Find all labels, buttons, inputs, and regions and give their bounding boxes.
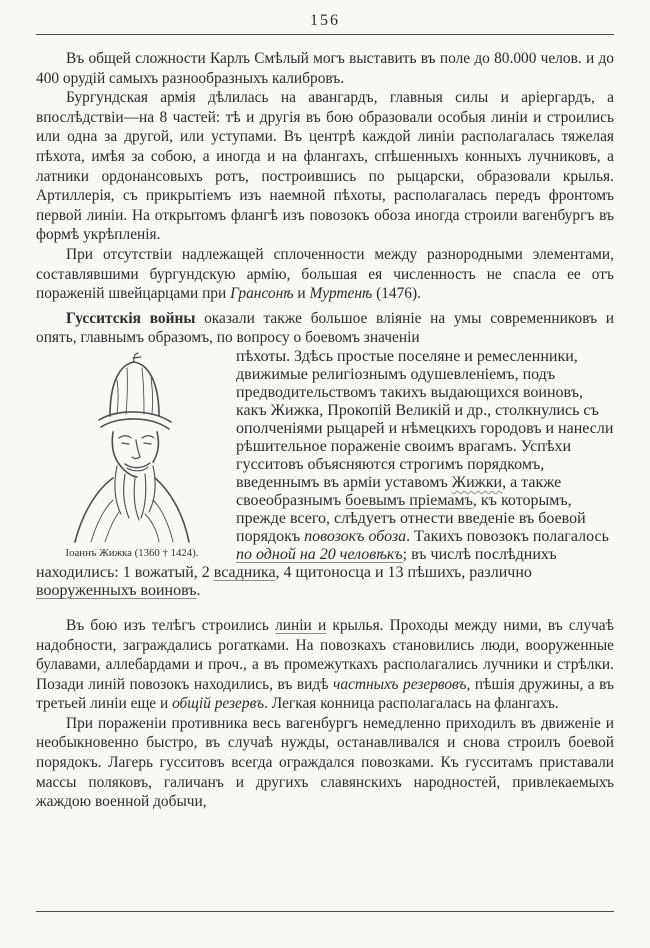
horizontal-rule-bottom	[36, 911, 614, 912]
text-segment: Бургундская армія дѣлилась на авангардъ, главныя силы и аріергардъ, а впослѣдствіи—на 8 частей: тѣ и другія въ бою образовали особыя линіи и строились или одна за другой, или уступами. Въ центрѣ каждой линіи располагалась тяжелая пѣхота, имѣя за собою, а иногда и на флангахъ, спѣшенныхъ конныхъ лучниковъ, а латники ордонансовыхъ ротъ, построившись по рыцарски, образовали крылья. Артиллерія, съ прикрытіемъ изъ наемной пѣхоты, располагалась передъ фронтомъ первой линіи. На открытомъ флангѣ изъ повозокъ обоза иногда строили вагенбургъ въ формѣ укрѣпленія.	[36, 89, 614, 244]
text-segment: повозокъ обоза	[304, 527, 407, 545]
text-segment: Жижки	[451, 473, 503, 491]
paragraph-karl-total	[36, 49, 614, 88]
paragraph-wagenburg-movement	[36, 714, 614, 812]
text-segment: Въ общей сложности Карлъ Смѣлый могъ выставить въ поле до 80.000 челов. и до 400 орудій самыхъ разнообразныхъ калибровъ.	[36, 50, 614, 87]
text-segment: и	[293, 285, 310, 303]
paragraph-defeats	[36, 245, 614, 304]
figure-zizka	[42, 350, 222, 560]
zizka-portrait-illustration	[47, 350, 217, 545]
text-segment: , 4 щитоносца и 13 пѣшихъ, различно	[275, 563, 532, 581]
horizontal-rule-top	[36, 34, 614, 35]
text-segment: (1476).	[372, 285, 421, 303]
text-segment: оказали также большое вліяніе на умы современниковъ и опять, главнымъ образомъ, по вопросу о боевомъ значеніи	[36, 309, 614, 347]
text-segment: Грансонѣ	[230, 285, 294, 303]
page-content	[36, 12, 614, 812]
text-segment: общій резервъ	[172, 695, 265, 713]
text-segment: линіи и	[275, 616, 327, 634]
text-segment: боевымъ пріемамъ	[345, 491, 473, 509]
text-segment: . Такихъ повозокъ полагалось	[406, 527, 609, 545]
text-segment: При пораженіи противника весь вагенбургъ немедленно приходилъ въ движеніе и необыкновенно быстро, въ случаѣ нужды, останавливался и снова строилъ боевой порядокъ. Лагерь гусситовъ всегда ограждался повозками. Къ гусситамъ приставали массы поляковъ, галичанъ и другихъ славянскихъ народностей, привлекаемыхъ жаждою военной добычи,	[36, 714, 614, 811]
text-segment: крылья. Проходы между ними, въ случаѣ надобности, заграждались рогатками. На повозкахъ становились люди, вооруженные булавами, аллебардами и проч., а въ промежуткахъ располагались лучники и стрѣлки. Позади линій повозокъ находились, въ видѣ	[36, 616, 614, 693]
text-segment: ; въ числѣ послѣднихъ находились: 1 вожатый, 2	[36, 545, 557, 581]
text-segment: . Легкая конница располагалась на флангахъ.	[264, 695, 559, 713]
text-segment: пѣхоты. Здѣсь простые поселяне и ремесленники, движимые религіознымъ одушевленіемъ, подъ предводительствомъ такихъ выдающихся воиновъ, какъ Жижка, Прокопій Великій и др., столкнулись съ ополченіями рыцарей и нѣмецкихъ городовъ и нанесли рѣшительное пораженіе своимъ врагамъ. Успѣхи гусситовъ объясняются строгимъ порядкомъ, введеннымъ въ арміи уставомъ	[236, 347, 614, 491]
text-segment: Муртенѣ	[309, 285, 373, 303]
paragraph-burgundian-army	[36, 88, 614, 245]
text-segment: , а также своеобразнымъ	[236, 473, 562, 509]
text-segment: всадника	[213, 563, 276, 581]
paragraph-hussite-wars-lead	[36, 309, 614, 348]
text-segment: При отсутствіи надлежащей сплоченности между разнородными элементами, составлявшими бургундскую армію, большая ея численность не спасла ее отъ пораженій швейцарцами при	[36, 245, 614, 303]
text-segment: Гусситскія войны	[66, 309, 196, 327]
page-number: 156	[310, 12, 340, 29]
paragraph-wagon-lines	[36, 616, 614, 714]
text-segment: , пѣшія дружины, а въ третьей линіи еще и	[36, 675, 614, 713]
text-segment: по одной на 20 человѣкъ	[236, 545, 403, 563]
text-segment: вооруженныхъ воиновъ	[36, 581, 197, 599]
text-segment: .	[196, 581, 201, 599]
text-segment: Въ бою изъ телѣгъ строились	[66, 616, 276, 634]
text-segment: , къ которымъ, прежде всего, слѣдуетъ отнести введеніе въ боевой порядокъ	[236, 491, 586, 545]
figure-caption: Іоаннъ Жижка (1360 † 1424).	[65, 546, 199, 559]
text-segment: частныхъ резервовъ	[333, 675, 467, 693]
